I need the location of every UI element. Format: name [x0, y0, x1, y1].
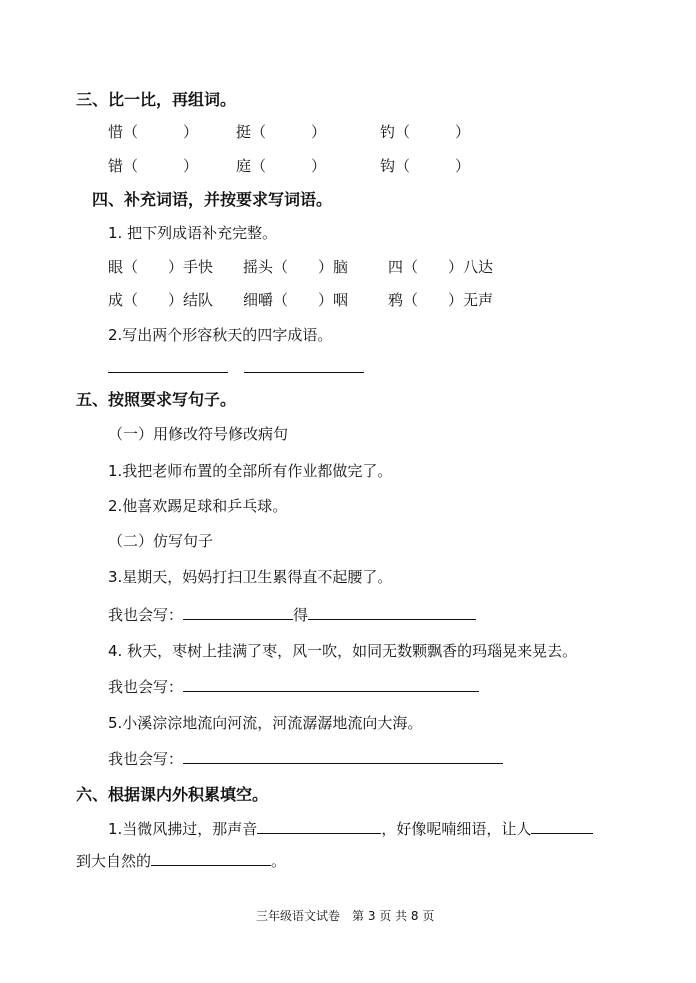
- idiom-item: 成（ ）结队: [108, 291, 214, 309]
- sentence-2: 2.他喜欢踢足球和乒乓球。: [108, 497, 288, 515]
- fill-sentence-line-1: [108, 819, 593, 839]
- word-pair-item: 错（ ）: [108, 157, 199, 175]
- word-pair-item: 钓（ ）: [380, 123, 471, 141]
- answer-blank[interactable]: [183, 749, 503, 764]
- imitation-prompt: 我也会写：: [108, 678, 184, 696]
- idiom-item: 鸦（ ）无声: [388, 291, 494, 309]
- imitation-row-3: [108, 749, 503, 769]
- page-footer: 三年级语文试卷 第 3 页 共 8 页: [256, 909, 435, 923]
- answer-blank[interactable]: [151, 851, 271, 866]
- idiom-item: 眼（ ）手快: [108, 258, 214, 276]
- section4-question-2: 2.写出两个形容秋天的四字成语。: [108, 326, 333, 344]
- answer-line[interactable]: [244, 372, 364, 373]
- section3-heading: 三、比一比，再组词。: [76, 90, 237, 109]
- answer-line[interactable]: [108, 372, 228, 373]
- section5-part2-title: （二）仿写句子: [108, 532, 214, 550]
- imitation-prompt: 我也会写：: [108, 750, 184, 768]
- imitation-prompt: 我也会写：: [108, 606, 184, 624]
- sentence-3: 3.星期天，妈妈打扫卫生累得直不起腰了。: [108, 568, 393, 586]
- answer-blank[interactable]: [183, 677, 479, 692]
- word-pair-item: 钩（ ）: [380, 157, 471, 175]
- section4-heading: 四、补充词语，并按要求写词语。: [92, 190, 333, 209]
- answer-blank[interactable]: [531, 819, 593, 834]
- sentence-4: 4. 秋天，枣树上挂满了枣，风一吹，如同无数颗飘香的玛瑙晃来晃去。: [108, 642, 578, 660]
- word-pair-item: 惜（ ）: [108, 123, 199, 141]
- section5-heading: 五、按照要求写句子。: [76, 390, 237, 409]
- fill-text: ，好像呢喃细语，让人: [381, 820, 532, 838]
- idiom-item: 细嚼（ ）咽: [243, 291, 349, 309]
- word-pair-item: 挺（ ）: [236, 123, 327, 141]
- fill-text: 1.当微风拂过，那声音: [108, 820, 258, 838]
- section4-question-1: 1. 把下列成语补充完整。: [108, 224, 278, 242]
- imitation-row-1: [108, 605, 476, 625]
- word-pair-item: 庭（ ）: [236, 157, 327, 175]
- section6-heading: 六、根据课内外积累填空。: [76, 785, 269, 804]
- imitation-row-2: [108, 677, 479, 697]
- fill-text: 。: [271, 852, 287, 870]
- de-character: 得: [293, 606, 309, 624]
- answer-blank[interactable]: [183, 605, 293, 620]
- section5-part1-title: （一）用修改符号修改病句: [108, 425, 289, 443]
- sentence-1: 1.我把老师布置的全部所有作业都做完了。: [108, 462, 393, 480]
- idiom-item: 四（ ）八达: [388, 258, 494, 276]
- answer-blank[interactable]: [257, 819, 381, 834]
- sentence-5: 5.小溪淙淙地流向河流，河流潺潺地流向大海。: [108, 714, 423, 732]
- idiom-item: 摇头（ ）脑: [243, 258, 349, 276]
- answer-blank[interactable]: [308, 605, 476, 620]
- fill-sentence-line-2: [76, 851, 286, 871]
- fill-text: 到大自然的: [76, 852, 152, 870]
